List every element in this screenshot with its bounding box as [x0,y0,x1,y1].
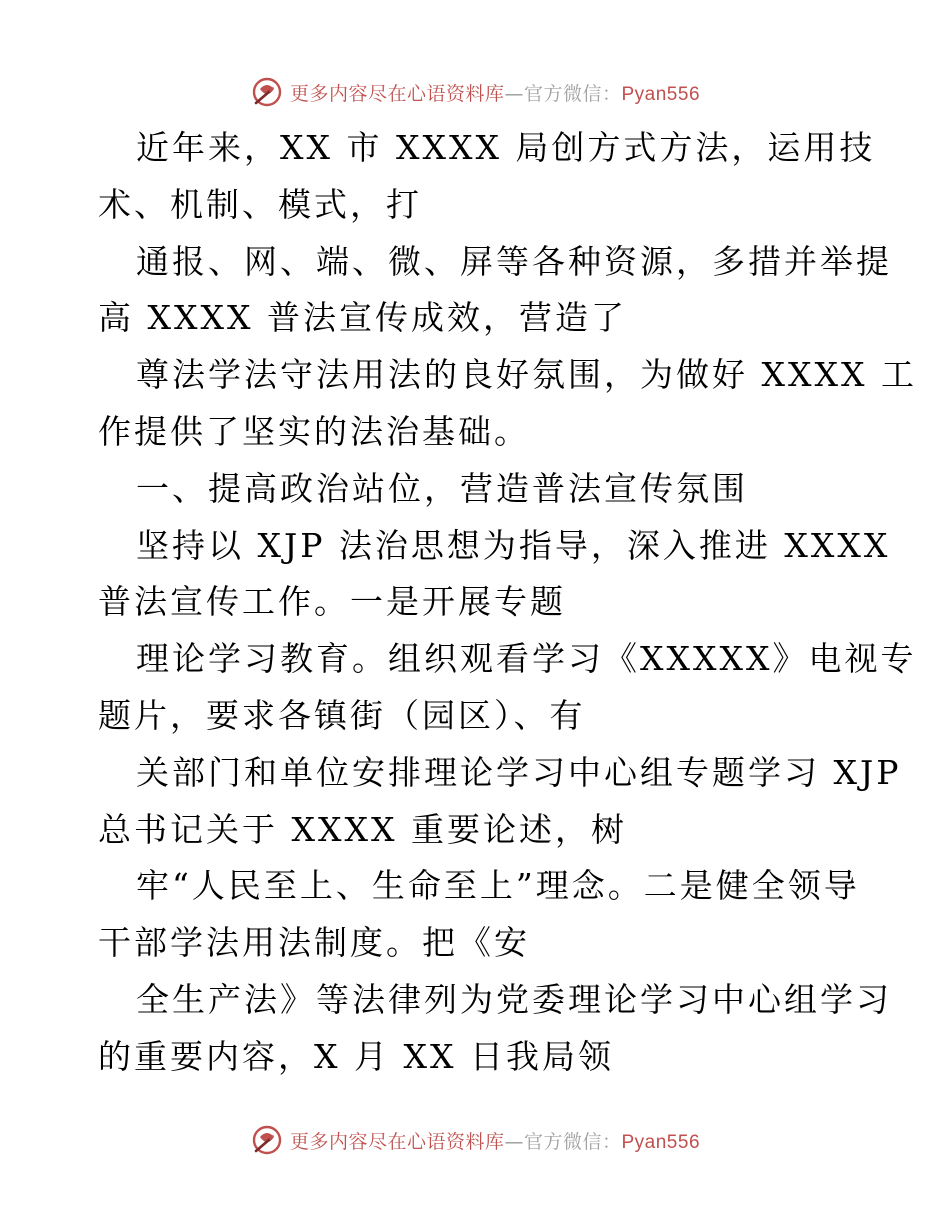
watermark-slogan: 更多内容尽在心语资料库 [289,1130,505,1153]
text-line: 近年来，XX 市 XXXX 局创方式方法，运用技 [136,128,876,167]
text-line: 术、机制、模式，打 [98,184,422,224]
watermark-slogan: 更多内容尽在心语资料库 [289,82,505,105]
text-line: 的重要内容，X 月 XX 日我局领 [98,1036,614,1076]
heart-pen-icon [250,75,284,109]
watermark-separator: — [504,82,524,105]
text-line: 高 XXXX 普法宣传成效，营造了 [98,298,627,338]
text-line: 理论学习教育。组织观看学习《XXXXX》电视专 [136,639,917,679]
document-body [98,120,917,1086]
watermark-wechat-label: 官方微信： [523,1130,622,1153]
watermark-wechat-id: Pyan556 [621,83,701,105]
watermark-wechat-label: 官方微信： [523,82,622,105]
text-line: 全生产法》等法律列为党委理论学习中心组学习 [136,979,892,1019]
text-line: 坚持以 XJP 法治思想为指导，深入推进 XXXX [136,525,891,565]
watermark-text [290,1127,700,1154]
text-line: 普法宣传工作。一是开展专题 [98,582,566,622]
text-line: 总书记关于 XXXX 重要论述，树 [98,809,627,849]
text-line: 作提供了坚实的法治基础。 [98,411,530,451]
footer-watermark [0,1120,950,1160]
heart-pen-icon [250,1123,284,1157]
section-heading: 一、提高政治站位，营造普法宣传氛围 [136,468,748,508]
text-line: 通报、网、端、微、屏等各种资源，多措并举提 [136,241,892,281]
text-line: 尊法学法守法用法的良好氛围，为做好 XXXX 工 [136,355,917,395]
text-line: 牢“人民至上、生命至上”理念。二是健全领导 [136,866,860,906]
watermark-wechat-id: Pyan556 [621,1131,701,1153]
text-line: 关部门和单位安排理论学习中心组专题学习 XJP [136,752,902,792]
text-line: 干部学法用法制度。把《安 [98,923,530,963]
watermark-separator: — [504,1130,524,1153]
text-line: 题片，要求各镇街（园区）、有 [98,695,586,735]
header-watermark [0,72,950,112]
watermark-text [290,79,700,106]
